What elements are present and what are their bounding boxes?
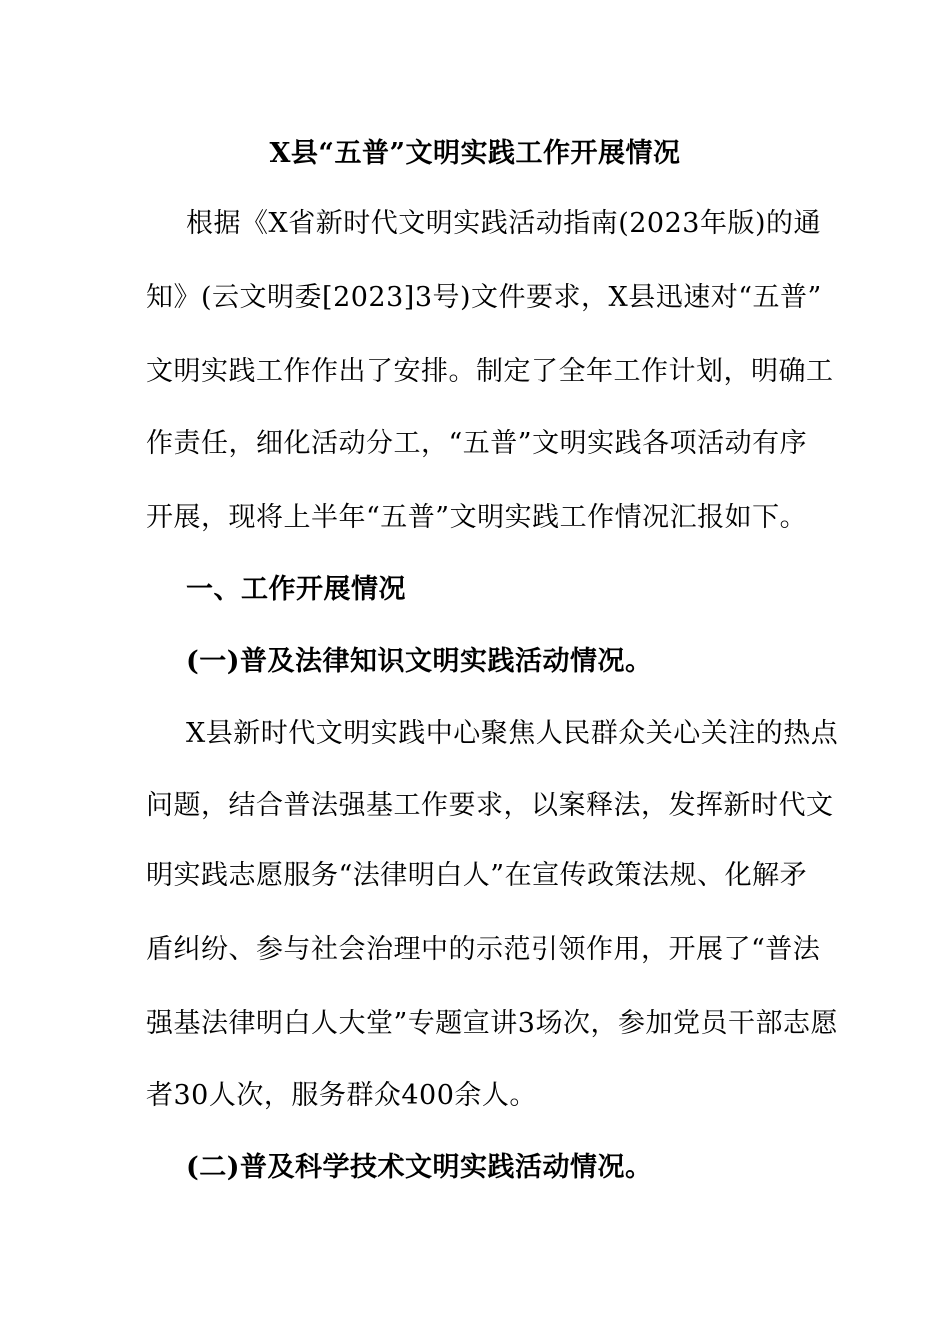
sub1-line-6: 者30人次，服务群众400余人。 (146, 1080, 537, 1111)
intro-line-2: 知》(云文明委[2023]3号)文件要求，X县迅速对“五普” (146, 282, 822, 313)
sub1-line-5: 强基法律明白人大堂”专题宣讲3场次，参加党员干部志愿 (146, 1008, 838, 1039)
subsection-heading-1: (一)普及法律知识文明实践活动情况。 (186, 646, 653, 677)
intro-line-5: 开展，现将上半年“五普”文明实践工作情况汇报如下。 (146, 502, 808, 533)
intro-line-3: 文明实践工作作出了安排。制定了全年工作计划，明确工 (146, 356, 834, 387)
intro-line-1: 根据《X省新时代文明实践活动指南(2023年版)的通 (186, 208, 822, 239)
intro-line-4: 作责任，细化活动分工，“五普”文明实践各项活动有序 (146, 428, 808, 459)
sub1-line-4: 盾纠纷、参与社会治理中的示范引领作用，开展了“普法 (146, 934, 821, 965)
subsection-heading-2: (二)普及科学技术文明实践活动情况。 (186, 1152, 653, 1183)
sub1-line-3: 明实践志愿服务“法律明白人”在宣传政策法规、化解矛 (146, 860, 808, 891)
section-heading-1: 一、工作开展情况 (186, 574, 406, 605)
sub1-line-2: 问题，结合普法强基工作要求，以案释法，发挥新时代文 (146, 790, 834, 821)
sub1-line-1: X县新时代文明实践中心聚焦人民群众关心关注的热点 (186, 718, 839, 749)
document-title: X县“五普”文明实践工作开展情况 (269, 138, 681, 169)
